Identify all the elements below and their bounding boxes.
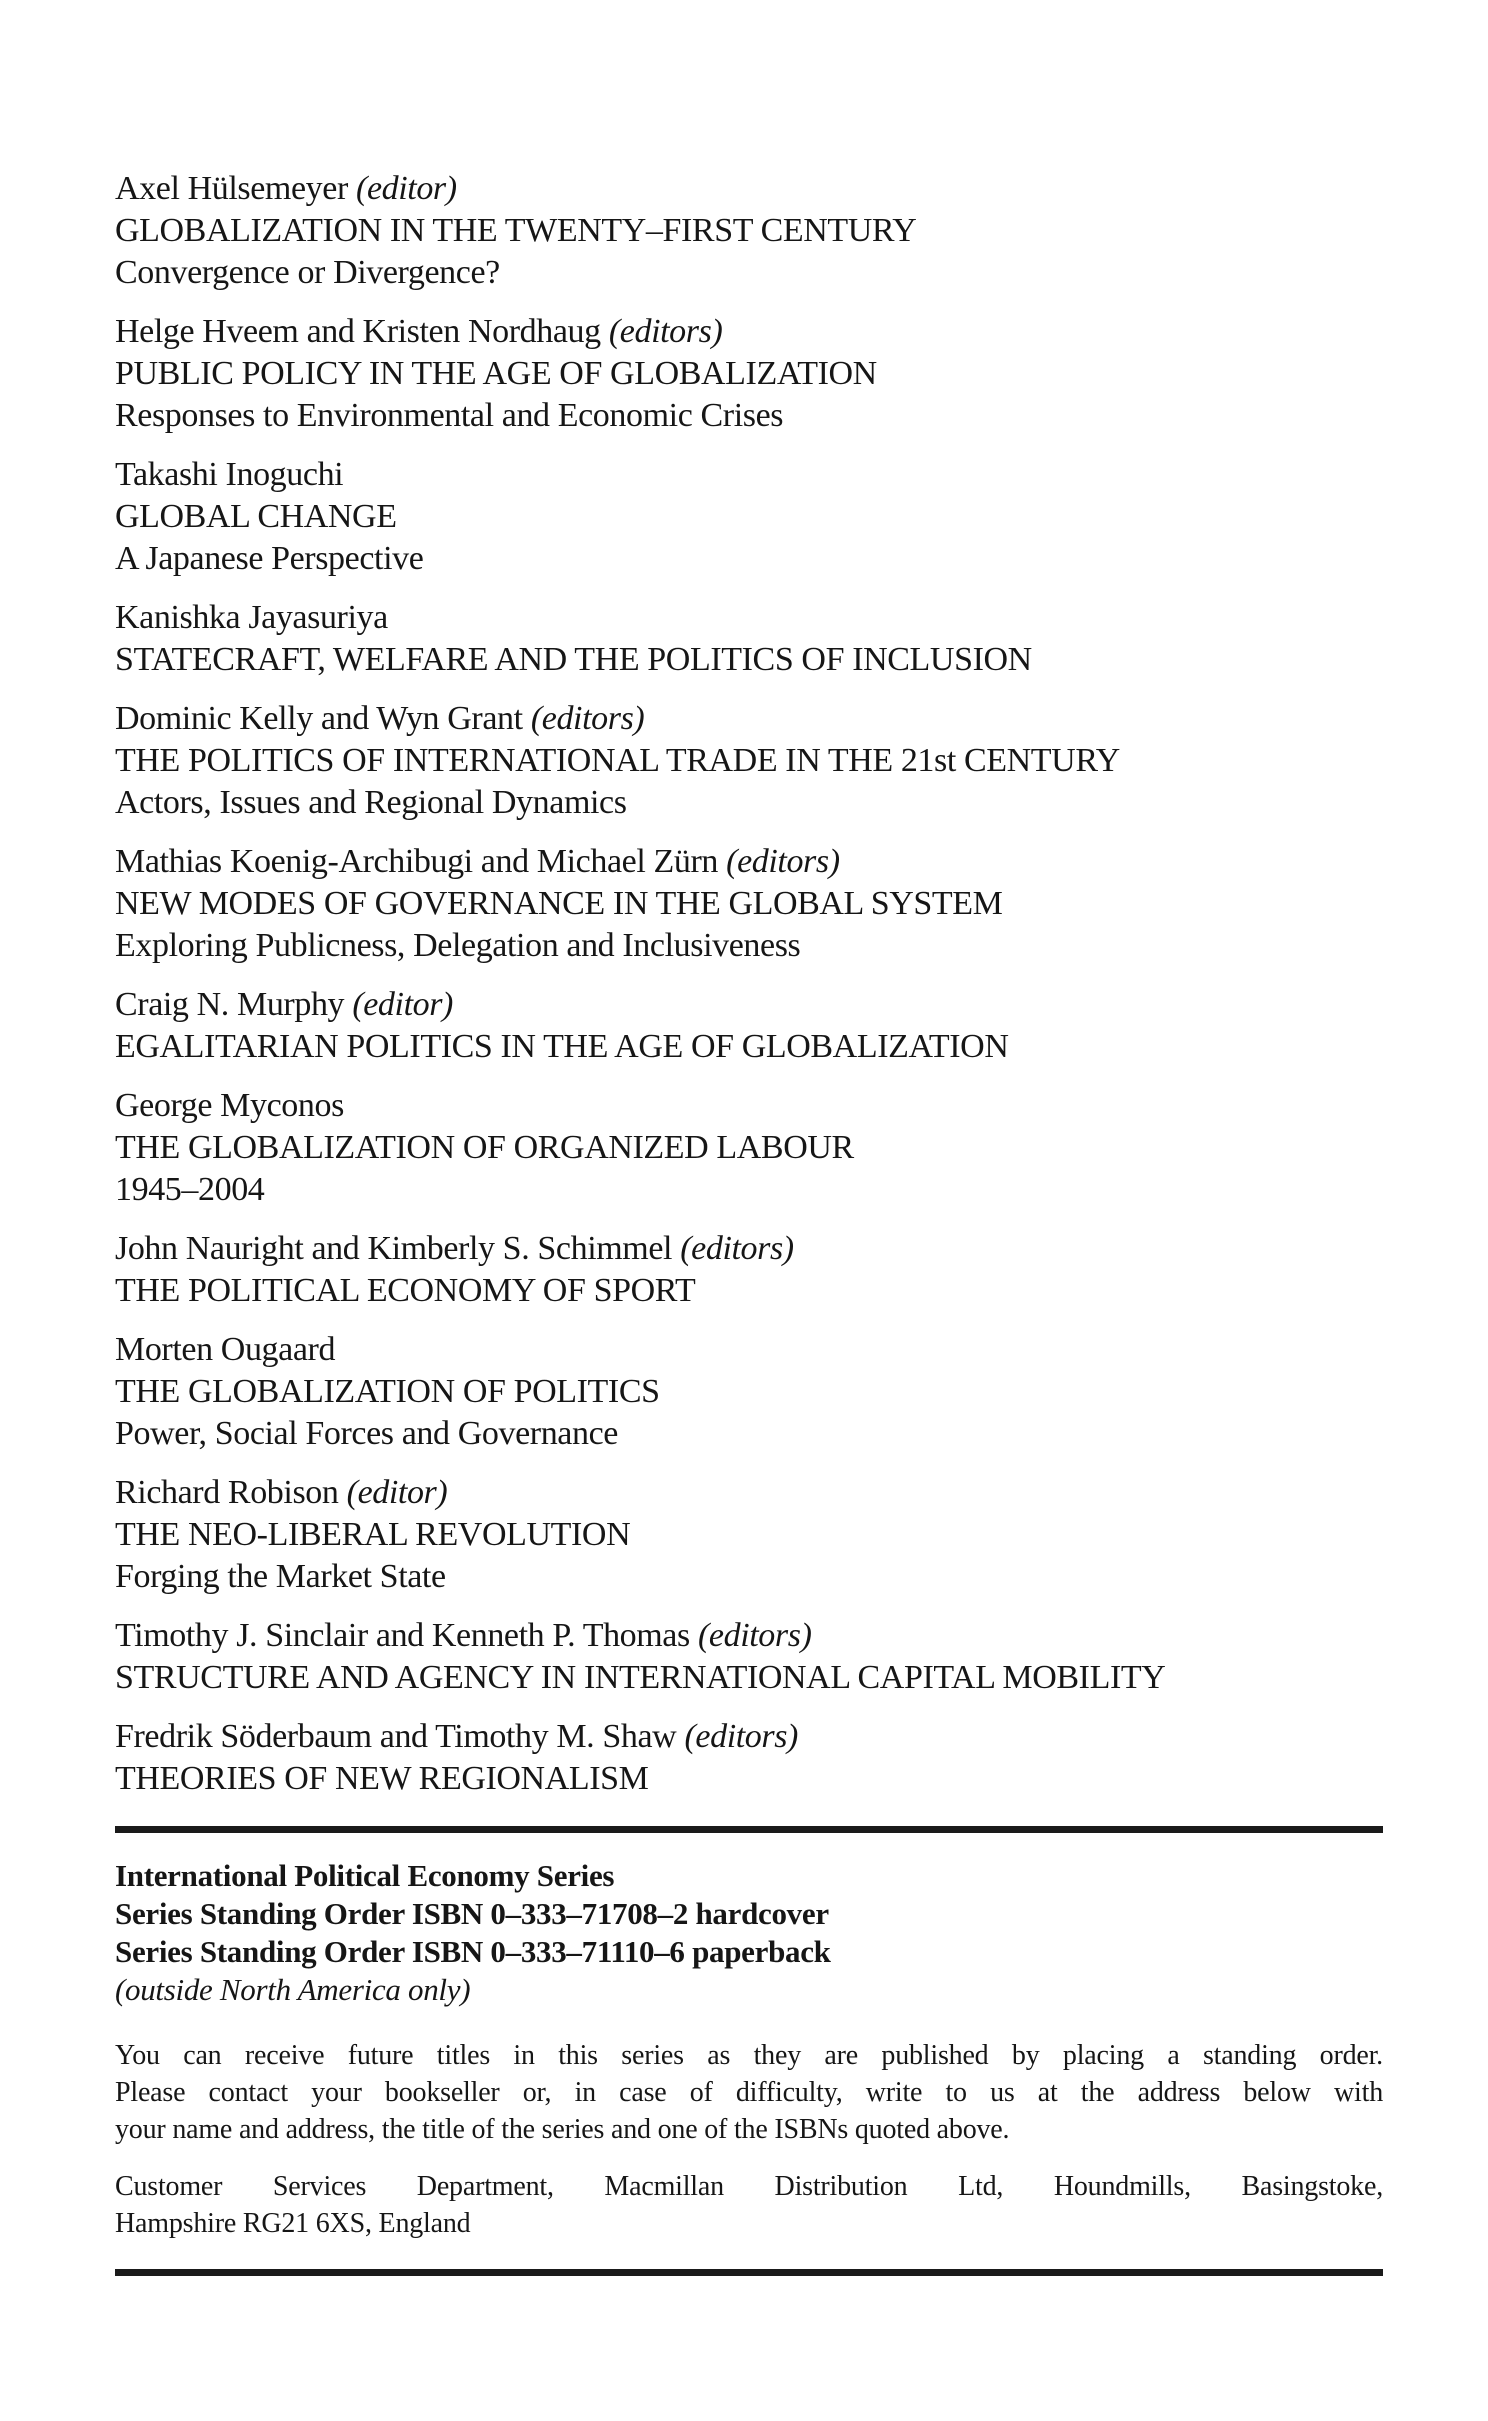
- paragraph-line: Hampshire RG21 6XS, England: [115, 2208, 471, 2239]
- book-entry: [115, 1329, 1383, 1455]
- book-authors: Fredrik Söderbaum and Timothy M. Shaw: [115, 1718, 677, 1755]
- address-paragraph: [115, 2168, 1383, 2242]
- standing-order-lines: [115, 1895, 1383, 1971]
- book-editors-label: (editor): [356, 170, 457, 207]
- book-entry: [115, 1085, 1383, 1211]
- book-title: STATECRAFT, WELFARE AND THE POLITICS OF INCLUSION: [115, 641, 1032, 678]
- book-subtitle: Responses to Environmental and Economic Crises: [115, 397, 784, 434]
- book-editors-label: (editors): [680, 1230, 794, 1267]
- book-page-content: [115, 168, 1383, 2276]
- book-subtitle: A Japanese Perspective: [115, 540, 424, 577]
- book-authors-line: [115, 841, 1383, 883]
- paragraph-line: Please contact your bookseller or, in case of difficulty, write to us at the address below with: [115, 2077, 1383, 2108]
- book-editors-label: (editors): [684, 1718, 798, 1755]
- book-entry: [115, 698, 1383, 824]
- book-title: THE NEO-LIBERAL REVOLUTION: [115, 1516, 631, 1553]
- book-entry: [115, 1472, 1383, 1598]
- book-subtitle: Exploring Publicness, Delegation and Inclusiveness: [115, 927, 801, 964]
- book-editors-label: (editor): [352, 986, 453, 1023]
- book-authors-line: [115, 1329, 1383, 1371]
- divider-rule-top: [115, 1826, 1383, 1833]
- book-authors: Richard Robison: [115, 1474, 339, 1511]
- book-subtitle: Convergence or Divergence?: [115, 254, 500, 291]
- ordering-instructions-paragraph: [115, 2037, 1383, 2148]
- series-note: (outside North America only): [115, 1972, 471, 2007]
- book-entry: [115, 597, 1383, 681]
- paragraph-line: You can receive future titles in this series as they are published by placing a standing order.: [115, 2040, 1383, 2071]
- book-title: NEW MODES OF GOVERNANCE IN THE GLOBAL SYSTEM: [115, 885, 1003, 922]
- standing-order-line: Series Standing Order ISBN 0–333–71110–6 paperback: [115, 1934, 831, 1969]
- book-editors-label: (editor): [346, 1474, 448, 1511]
- book-authors-line: [115, 1085, 1383, 1127]
- standing-order-line: Series Standing Order ISBN 0–333–71708–2 hardcover: [115, 1896, 829, 1931]
- book-authors-line: [115, 698, 1383, 740]
- book-authors-line: [115, 1615, 1383, 1657]
- book-title: EGALITARIAN POLITICS IN THE AGE OF GLOBALIZATION: [115, 1028, 1009, 1065]
- book-authors: Helge Hveem and Kristen Nordhaug: [115, 313, 601, 350]
- book-authors: Craig N. Murphy: [115, 986, 345, 1023]
- book-entry: [115, 841, 1383, 967]
- book-authors-line: [115, 1228, 1383, 1270]
- book-editors-label: (editors): [726, 843, 840, 880]
- book-title: THE POLITICS OF INTERNATIONAL TRADE IN THE 21st CENTURY: [115, 742, 1120, 779]
- book-title: STRUCTURE AND AGENCY IN INTERNATIONAL CAPITAL MOBILITY: [115, 1659, 1166, 1696]
- book-subtitle: Forging the Market State: [115, 1558, 446, 1595]
- book-subtitle: Power, Social Forces and Governance: [115, 1415, 618, 1452]
- book-title: PUBLIC POLICY IN THE AGE OF GLOBALIZATION: [115, 355, 877, 392]
- book-title: THE GLOBALIZATION OF ORGANIZED LABOUR: [115, 1129, 854, 1166]
- series-name: International Political Economy Series: [115, 1858, 615, 1893]
- book-authors: Takashi Inoguchi: [115, 456, 344, 493]
- book-entry: [115, 1716, 1383, 1800]
- series-standing-order-block: [115, 1857, 1383, 2009]
- book-entry: [115, 168, 1383, 294]
- book-authors-line: [115, 168, 1383, 210]
- book-editors-label: (editors): [698, 1617, 812, 1654]
- book-title: GLOBALIZATION IN THE TWENTY–FIRST CENTURY: [115, 212, 917, 249]
- divider-rule-bottom: [115, 2269, 1383, 2276]
- book-title: THE GLOBALIZATION OF POLITICS: [115, 1373, 660, 1410]
- book-entry: [115, 311, 1383, 437]
- book-entry: [115, 454, 1383, 580]
- paragraph-line: Customer Services Department, Macmillan Distribution Ltd, Houndmills, Basingstoke,: [115, 2171, 1383, 2202]
- book-authors-line: [115, 597, 1383, 639]
- book-authors: Kanishka Jayasuriya: [115, 599, 388, 636]
- book-authors-line: [115, 454, 1383, 496]
- book-entry: [115, 1615, 1383, 1699]
- paragraph-line: your name and address, the title of the series and one of the ISBNs quoted above.: [115, 2114, 1010, 2145]
- book-authors: Axel Hülsemeyer: [115, 170, 348, 207]
- book-title: THE POLITICAL ECONOMY OF SPORT: [115, 1272, 696, 1309]
- book-authors: Dominic Kelly and Wyn Grant: [115, 700, 523, 737]
- book-editors-label: (editors): [608, 313, 723, 350]
- book-authors-line: [115, 1472, 1383, 1514]
- series-titles-list: [115, 168, 1383, 1800]
- book-subtitle: 1945–2004: [115, 1171, 265, 1208]
- book-editors-label: (editors): [530, 700, 645, 737]
- book-entry: [115, 984, 1383, 1068]
- book-subtitle: Actors, Issues and Regional Dynamics: [115, 784, 627, 821]
- book-authors-line: [115, 1716, 1383, 1758]
- book-authors: George Myconos: [115, 1087, 344, 1124]
- book-authors: John Nauright and Kimberly S. Schimmel: [115, 1230, 673, 1267]
- book-title: THEORIES OF NEW REGIONALISM: [115, 1760, 649, 1797]
- book-entry: [115, 1228, 1383, 1312]
- book-authors: Mathias Koenig-Archibugi and Michael Zürn: [115, 843, 718, 880]
- book-title: GLOBAL CHANGE: [115, 498, 397, 535]
- book-authors-line: [115, 984, 1383, 1026]
- book-authors: Morten Ougaard: [115, 1331, 336, 1368]
- book-authors: Timothy J. Sinclair and Kenneth P. Thomas: [115, 1617, 690, 1654]
- book-authors-line: [115, 311, 1383, 353]
